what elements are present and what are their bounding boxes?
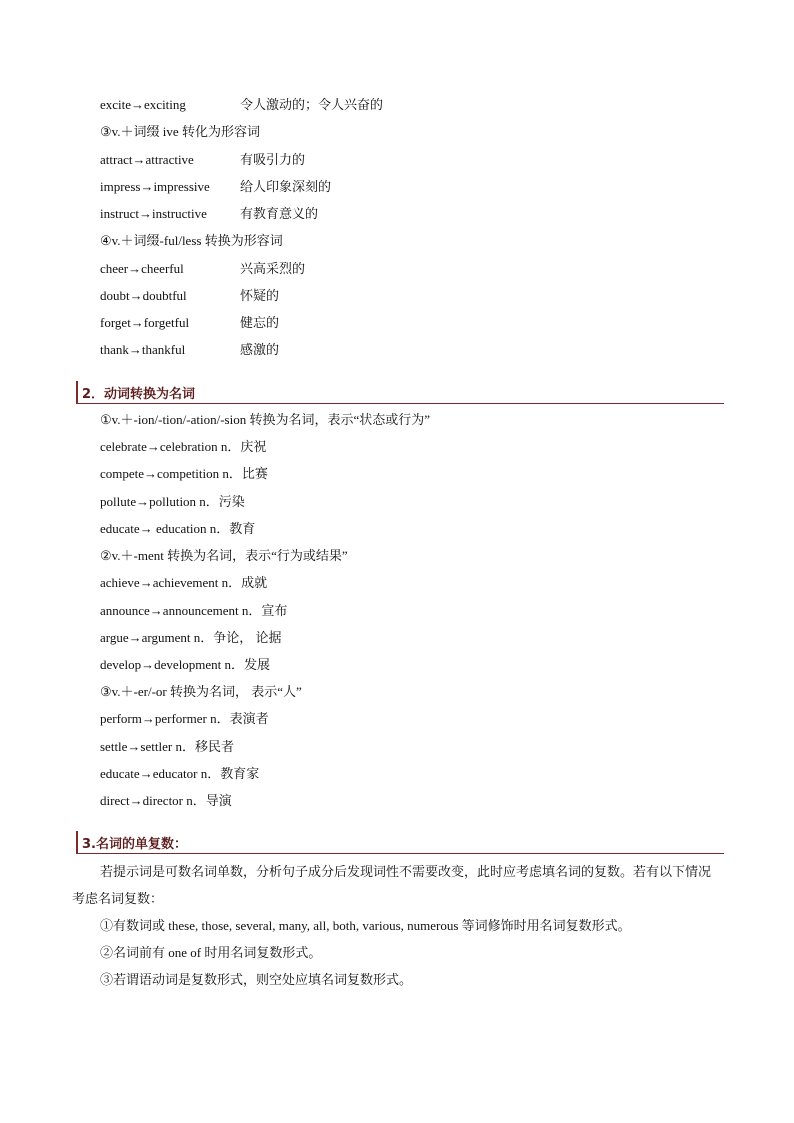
section-intro: 若提示词是可数名词单数，分析句子成分后发现词性不需要改变，此时应考虑填名词的复数。若有以下情况考虑名词复数： — [72, 864, 712, 906]
section-title-2: 2．动词转换为名词 — [82, 387, 196, 402]
rule-item: ②名词前有 one of 时用名词复数形式。 — [100, 945, 322, 960]
section-title-3: 3.名词的单复数： — [82, 837, 187, 852]
noun-item: argue→argument n．争论， 论据 — [100, 630, 282, 645]
noun-item: educate→ education n．教育 — [100, 521, 256, 536]
noun-item: perform→performer n．表演者 — [100, 711, 269, 726]
meaning-doubt: 怀疑的 — [240, 288, 280, 303]
word-pair-cheer: cheer→cheerful — [100, 261, 184, 276]
noun-item: pollute→pollution n．污染 — [100, 494, 245, 509]
word-pair-instruct: instruct→instructive — [100, 206, 207, 221]
noun-item: celebrate→celebration n．庆祝 — [100, 439, 267, 454]
subheading-ion: ①v.＋-ion/-tion/-ation/-sion 转换为名词，表示“状态或行为” — [100, 412, 431, 427]
subheading-ment: ②v.＋-ment 转换为名词，表示“行为或结果” — [100, 548, 348, 563]
word-pair-doubt: doubt→doubtful — [100, 288, 187, 303]
word-pair-impress: impress→impressive — [100, 179, 210, 194]
noun-item: educate→educator n．教育家 — [100, 766, 260, 781]
word-pair-attract: attract→attractive — [100, 152, 194, 167]
rule-item: ①有数词或 these, those, several, many, all, both, various, numerous 等词修饰时用名词复数形式。 — [100, 918, 631, 933]
subheading-er: ③v.＋-er/-or 转换为名词， 表示“人” — [100, 684, 302, 699]
noun-item: achieve→achievement n．成就 — [100, 575, 268, 590]
subheading-ive: ③v.＋词缀 ive 转化为形容词 — [100, 124, 260, 139]
section-heading-3 — [76, 831, 724, 854]
rule-item: ③若谓语动词是复数形式，则空处应填名词复数形式。 — [100, 972, 413, 987]
noun-item: develop→development n．发展 — [100, 657, 271, 672]
noun-item: compete→competition n．比赛 — [100, 466, 268, 481]
noun-item: announce→announcement n．宣布 — [100, 603, 288, 618]
meaning-excite: 令人激动的；令人兴奋的 — [240, 97, 384, 112]
meaning-thank: 感激的 — [240, 342, 280, 357]
meaning-attract: 有吸引力的 — [240, 152, 306, 167]
section-heading-2 — [76, 381, 724, 404]
word-pair-excite: excite→exciting — [100, 97, 186, 112]
noun-item: settle→settler n．移民者 — [100, 739, 234, 754]
noun-item: direct→director n．导演 — [100, 793, 232, 808]
meaning-forget: 健忘的 — [240, 315, 280, 330]
word-pair-forget: forget→forgetful — [100, 315, 190, 330]
meaning-instruct: 有教育意义的 — [240, 206, 319, 221]
meaning-impress: 给人印象深刻的 — [240, 179, 332, 194]
word-pair-thank: thank→thankful — [100, 342, 186, 357]
subheading-ful: ④v.＋词缀-ful/less 转换为形容词 — [100, 233, 283, 248]
meaning-cheer: 兴高采烈的 — [240, 261, 306, 276]
